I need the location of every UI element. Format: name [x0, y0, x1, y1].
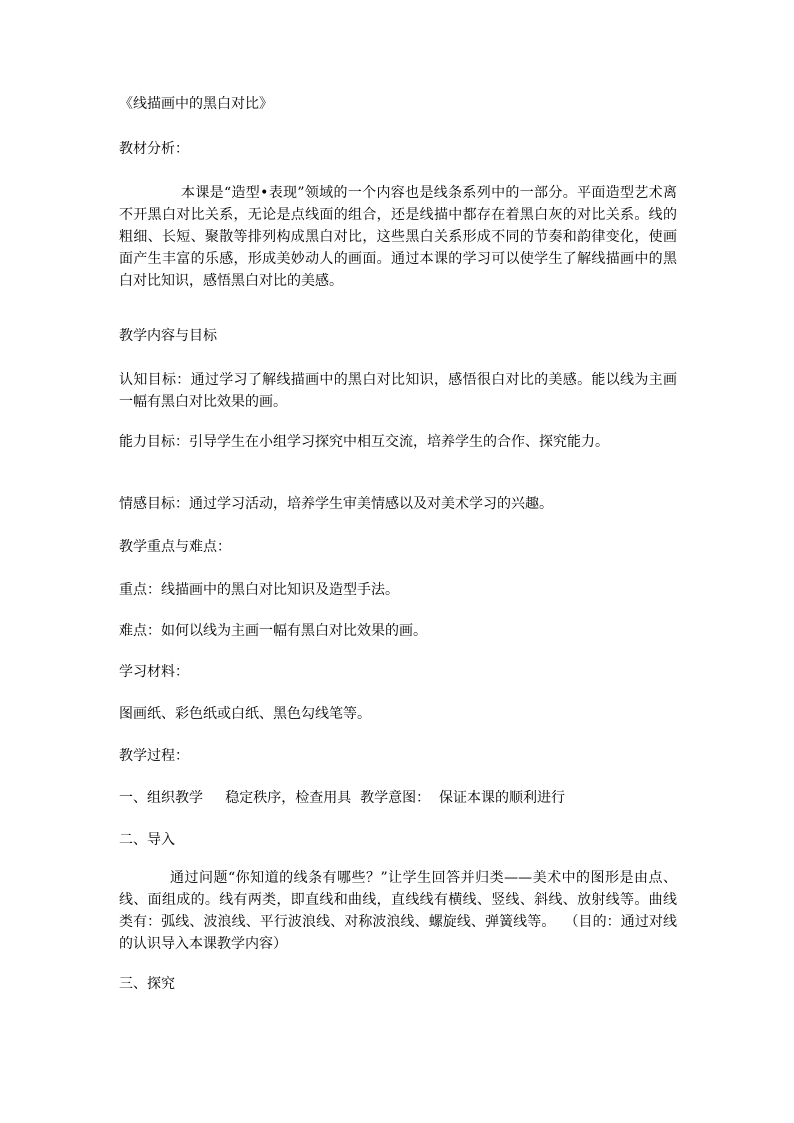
cognitive-goal-paragraph: 认知目标：通过学习了解线描画中的黑白对比知识，感悟很白对比的美感。能以线为主画一幅有黑白对比效果的画。: [119, 372, 677, 410]
material-analysis-heading: 教材分析：: [119, 141, 189, 157]
materials-paragraph: 图画纸、彩色纸或白纸、黑色勾线笔等。: [119, 706, 371, 722]
material-analysis-paragraph: 本课是“造型•表现”领域的一个内容也是线条系列中的一部分。平面造型艺术离不开黑白对比关系，无论是点线面的组合，还是线描中都存在着黑白灰的对比关系。线的粗细、长短、聚散等排列构成黑白对比，这些黑白关系形成不同的节奏和韵律变化，使画面产生丰富的乐感，形成美妙动人的画面。通过本课的学习可以使学生了解线描画中的黑白对比知识，感悟黑白对比的美感。: [119, 185, 677, 289]
process-step-3-heading: 三、探究: [119, 976, 175, 992]
key-point-paragraph: 重点：线描画中的黑白对比知识及造型手法。: [119, 582, 399, 598]
process-step-2-heading: 二、导入: [119, 832, 175, 848]
process-step-2-paragraph: 通过问题“你知道的线条有哪些？”让学生回答并归类——美术中的图形是由点、线、面组成的。线有两类，即直线和曲线，直线线有横线、竖线、斜线、放射线等。曲线类有：弧线、波浪线、平行波浪线、对称波浪线、螺旋线、弹簧线等。 （目的：通过对线的认识导入本课教学内容）: [119, 870, 677, 952]
materials-heading: 学习材料：: [119, 664, 189, 680]
content-goals-heading: 教学内容与目标: [119, 328, 217, 344]
ability-goal-paragraph: 能力目标：引导学生在小组学习探究中相互交流，培养学生的合作、探究能力。: [119, 434, 609, 450]
process-heading: 教学过程：: [119, 748, 189, 764]
emotion-goal-paragraph: 情感目标：通过学习活动，培养学生审美情感以及对美术学习的兴趣。: [119, 496, 553, 512]
process-step-1: 一、组织教学 稳定秩序，检查用具 教学意图： 保证本课的顺利进行: [119, 790, 566, 806]
key-points-heading: 教学重点与难点：: [119, 539, 231, 555]
difficulty-paragraph: 难点：如何以线为主画一幅有黑白对比效果的画。: [119, 623, 427, 639]
document-title: 《线描画中的黑白对比》: [119, 96, 273, 112]
